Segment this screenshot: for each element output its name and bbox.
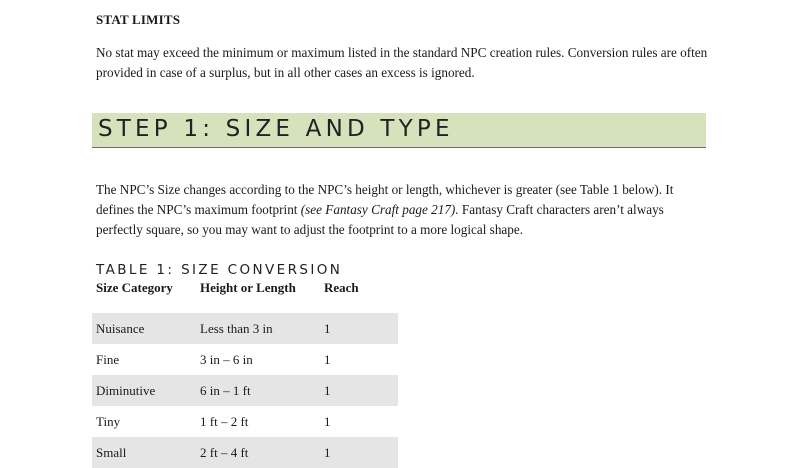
table-spacer: [92, 300, 398, 313]
step-1-banner: [92, 113, 706, 148]
step-1-page-reference: (see Fantasy Craft page 217).: [300, 202, 459, 217]
size-category-cell: Small: [92, 437, 196, 468]
table-row: [92, 406, 398, 437]
spacer-cell: [92, 300, 398, 313]
table-row: [92, 313, 398, 344]
table-header-row: [92, 280, 398, 300]
height-length-cell: 6 in – 1 ft: [196, 375, 320, 406]
size-conversion-table: [92, 280, 398, 468]
reach-cell: 1: [320, 313, 398, 344]
stat-limits-heading: STAT LIMITS: [96, 12, 181, 27]
reach-cell: 1: [320, 375, 398, 406]
table-row: [92, 437, 398, 468]
step-1-text-part1: The NPC’s Size changes according to the NPC’s height or length, whichever is greater (see Table 1 below). It defines the NPC’s maximum footprint: [96, 182, 674, 217]
height-length-cell: 3 in – 6 in: [200, 351, 253, 367]
step-1-text-part2: Fantasy Craft characters aren’t always perfectly square, so you may want to adjust the footprint to a more logical shape.: [96, 202, 664, 237]
header-height-or-length: Height or Length: [200, 280, 296, 295]
step-1-title: STEP 1: SIZE AND TYPE: [98, 116, 454, 142]
header-size-category: Size Category: [96, 280, 173, 295]
height-length-cell: 2 ft – 4 ft: [196, 437, 320, 468]
reach-cell: 1: [320, 437, 398, 468]
table-row: [92, 375, 398, 406]
size-category-cell: Fine: [96, 351, 120, 367]
table-1-caption: TABLE 1: SIZE CONVERSION: [96, 262, 343, 278]
stat-limits-paragraph: No stat may exceed the minimum or maximum listed in the standard NPC creation rules. Conversion rules are often provided in case of a surplus, but in all other cases an excess is ignored.: [96, 45, 708, 80]
height-length-cell: 1 ft – 2 ft: [200, 413, 249, 429]
height-length-cell: Less than 3 in: [196, 313, 320, 344]
size-category-cell: Nuisance: [92, 313, 196, 344]
size-category-cell: Diminutive: [92, 375, 196, 406]
table-row: [92, 344, 398, 375]
size-category-cell: Tiny: [96, 413, 121, 429]
reach-cell: 1: [324, 413, 331, 429]
header-reach: Reach: [324, 280, 359, 295]
reach-cell: 1: [324, 351, 331, 367]
step-1-paragraph: [96, 180, 708, 240]
